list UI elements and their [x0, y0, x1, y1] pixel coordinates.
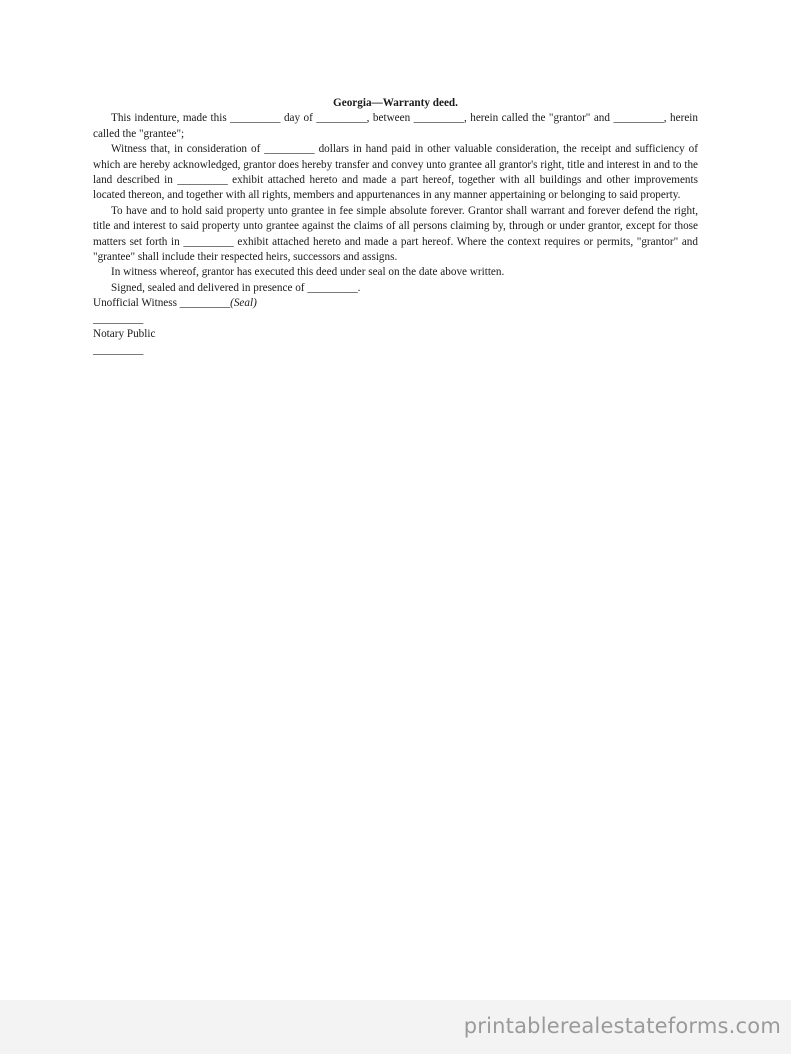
paragraph-indenture: This indenture, made this _________ day of _________, between _________, herein called the "grantor" and _________, herein called the "grantee"; — [93, 112, 698, 140]
paragraph-witness-consideration: Witness that, in consideration of _________ dollars in hand paid in other valuable consideration, the receipt and sufficiency of which are hereby acknowledged, grantor does hereby transfer and convey unto grantee all grantor's right, title and interest in and to the land described in _________ exhibit attached hereto and made a part hereof, together with all buildings and other improvements located thereon, and together with all rights, members and appurtenances in any manner appertaining or belonging to said property. — [93, 143, 698, 202]
footer-bar — [0, 1000, 791, 1054]
signature-blank-2: _________ — [93, 343, 144, 356]
notary-label: Notary Public — [93, 328, 156, 341]
signature-blank-1: _________ — [93, 312, 144, 325]
paragraph-habendum: To have and to hold said property unto grantee in fee simple absolute forever. Grantor shall warrant and forever defend the right, title and interest to said property unto grantee against the claims of all persons claiming by, through or under grantor, except for those matters set forth in _________ exhibit attached hereto and made a part hereof. Where the context requires or permits, "grantor" and "grantee" shall include their respected heirs, successors and assigns. — [93, 204, 698, 264]
paragraph-witness-whereof: In witness whereof, grantor has executed this deed under seal on the date above written. — [111, 266, 505, 279]
witness-line — [93, 296, 698, 311]
site-watermark: printablerealestateforms.com — [463, 1014, 781, 1038]
seal-label: (Seal) — [230, 297, 257, 310]
document-title: Georgia—Warranty deed. — [333, 97, 458, 109]
document-body — [93, 96, 698, 358]
witness-label: Unofficial Witness _________ — [93, 297, 231, 310]
paragraph-signed-sealed: Signed, sealed and delivered in presence of _________. — [111, 281, 361, 294]
